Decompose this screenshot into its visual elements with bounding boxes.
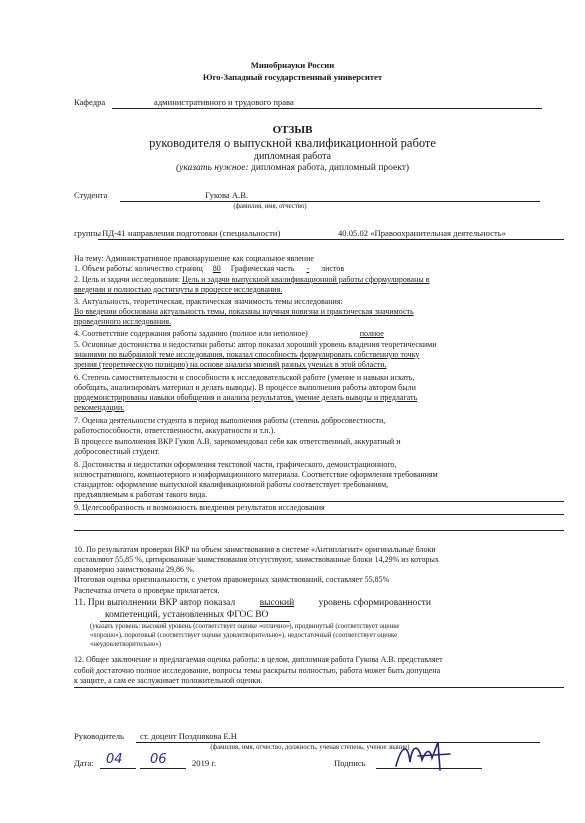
direction-label: направления подготовки (специальности)	[128, 228, 281, 238]
item-6-a: 6. Степень самостоятельности и способности к исследовательской работе (умение и навыки искать,	[74, 373, 415, 382]
item-5-a: 5. Основные достоинства и недостатки работы: автор показал хороший уровень владения теоретическими	[74, 340, 437, 349]
item-9-blank-line	[74, 530, 564, 531]
doc-title: ОТЗЫВ	[272, 124, 313, 136]
note-italic: (указать нужное:	[175, 163, 249, 173]
sign-label: Подпись	[334, 758, 366, 768]
item-8-b: иллюстративного, компьютерного и информационного материала. Соответствие оформления требованиям	[74, 470, 438, 479]
item-4-b: полное	[359, 329, 384, 338]
item-10-d: Итоговая оценка оригинальности, с учетом правомерных заимствований, составляет 55,85%	[74, 575, 390, 584]
item-7-b: работоспособности, ответственности, аккуратности и т.п.).	[74, 426, 276, 435]
item-12-b: собой достаточно полное исследование, вопросы темы раскрыты полностью, работа может быть допущена	[74, 666, 441, 675]
item-12-c: к защите, а сам ее заслуживает положительной оценки.	[74, 676, 263, 685]
item-9: 9. Целесообразность и возможность внедрения результатов исследования	[74, 503, 325, 512]
item-1	[74, 264, 564, 274]
item-12-a: 12. Общее заключение и предлагаемая оценка работы: в целом, дипломная работа Гукова А.В. представляет	[74, 655, 443, 664]
item-10-a: 10. По результатам проверки ВКР на объем заимствования в системе «Антиплагиат» оригинальные блоки	[74, 545, 436, 554]
item-1-pages: 80	[212, 264, 221, 273]
date-month-underline	[140, 768, 186, 769]
direction-value: 40.05.02 «Правоохранительная деятельность»	[338, 228, 506, 238]
item-10-c: правомерно заимствованы 29,86 %.	[74, 565, 195, 574]
item-2	[74, 275, 564, 285]
item-8-d: предъявляемым к работам такого вида.	[74, 490, 208, 499]
item-6-b: обобщать, анализировать материал и делать выводы). В процессе выполнения работы автором были	[74, 383, 416, 392]
item-9-underline	[74, 514, 564, 515]
item-6-c: продемонстрированы навыки обобщения и анализа результатов, умение делать выводы и предлагать	[74, 393, 418, 402]
item-6-d: рекомендации.	[74, 403, 125, 412]
item-3-c: проведенного исследования.	[74, 317, 172, 326]
item-11-note-3: «неудовлетворительно»)	[90, 641, 161, 648]
group-value: ПД-41	[102, 228, 126, 238]
item-11-note-1: (указать уровень: высокий уровень (соответствует оценке «отлично»), продвинутый (соответствует оценке	[90, 623, 400, 630]
doc-work-type-note	[0, 163, 585, 173]
item-11-underline	[100, 621, 290, 622]
handwritten-signature	[388, 736, 458, 776]
dept-value: административного и трудового права	[154, 97, 294, 107]
dept-underline	[112, 108, 542, 109]
doc-work-type: дипломная работа	[253, 151, 332, 162]
supervisor-label: Руководитель	[74, 731, 124, 741]
date-day-underline	[100, 768, 136, 769]
date-month: 06	[150, 752, 167, 767]
item-8-a: 8. Достоинства и недостатки оформления текстовой части, графического, демонстрационного,	[74, 460, 397, 469]
direction-underline	[98, 239, 564, 240]
item-11	[74, 597, 564, 609]
university-line: Юго-Западный государственный университет	[202, 72, 383, 82]
item-12-underline	[74, 687, 564, 688]
item-7-c: В процессе выполнения ВКР Гуков А.В. зарекомендовал себя как ответственный, аккуратный и	[74, 437, 401, 446]
item-10-b: составляют 55,85 %, цитированные заимствования отсутствуют, заимствованные блоки 14,29% из которых	[74, 555, 439, 564]
student-value: Гукова А.В.	[205, 190, 249, 200]
item-11-b: уровень сформированности	[318, 598, 431, 608]
supervisor-underline	[136, 742, 540, 743]
item-4-a: 4. Соответствие содержания работы заданию (полное или неполное)	[74, 329, 308, 338]
item-1-dash: -	[306, 264, 310, 273]
topic-line: На тему: Административное правонарушение как социальное явление	[74, 254, 314, 263]
item-3-a: 3. Актуальность, теоретическая, практическая значимость темы исследования:	[74, 297, 343, 306]
student-caption: (фамилия, имя, отчество)	[233, 203, 307, 210]
item-2-b: Цель и задачи выпускной квалификационной работы сформулированы в	[182, 275, 430, 284]
item-11-level: высокий	[259, 598, 295, 608]
supervisor-value: ст. доцент Позднякова Е.Н	[140, 731, 238, 741]
item-5-c: зрения (теоретическую позицию) на основе анализа мнений разных ученых в этой области.	[74, 360, 387, 369]
item-5-b: знаниями по выбранной теме исследования, показал способность формулировать собственную точку	[74, 350, 420, 359]
date-label: Дата:	[74, 758, 94, 768]
item-1-a: 1. Объем работы: количество страниц	[74, 264, 203, 273]
dept-label: Кафедра	[74, 97, 106, 107]
item-1-b: Графическая часть	[230, 264, 295, 273]
item-3-b: Во введении обоснована актуальность темы, показаны научная новизна и практическая значимость	[74, 307, 414, 316]
item-8-underline	[74, 501, 564, 502]
item-11-note-2: «хорошо»), пороговый (соответствует оценке удовлетворительно»), недостаточный (соответствует оценке	[90, 632, 398, 639]
item-10-e: Распечатка отчета о проверке прилагается.	[74, 586, 220, 595]
item-2-c: введении и полностью достигнуты в процессе исследования.	[74, 285, 283, 294]
student-label: Студента	[74, 190, 108, 200]
student-underline	[120, 201, 540, 202]
ministry-line: Минобрнауки России	[250, 60, 335, 70]
item-4	[74, 329, 564, 339]
doc-subtitle: руководителя о выпускной квалификационной работе	[149, 136, 436, 150]
date-day: 04	[106, 752, 123, 767]
item-7-a: 7. Оценка деятельности студента в период выполнения работы (степень добросовестности,	[74, 416, 386, 425]
date-year: 2019 г.	[192, 758, 217, 768]
note-rest: дипломная работа, дипломный проект)	[248, 163, 410, 173]
item-2-a: 2. Цель и задачи исследования:	[74, 275, 181, 284]
item-11-c: компетенций, установленных ФГОС ВО	[105, 610, 269, 620]
item-7-d: добросовестный студент.	[74, 447, 160, 456]
group-label: группы	[74, 228, 101, 238]
item-8-c: стандартов: оформление выпускной квалификационной работы соответствует требованиям,	[74, 480, 389, 489]
item-1-c: листов	[321, 264, 345, 273]
supervisor-caption: (фамилия, имя, отчество, должность, ученая степень, ученое звание)	[210, 744, 410, 751]
item-11-a: 11. При выполнении ВКР автор показал	[74, 598, 236, 608]
